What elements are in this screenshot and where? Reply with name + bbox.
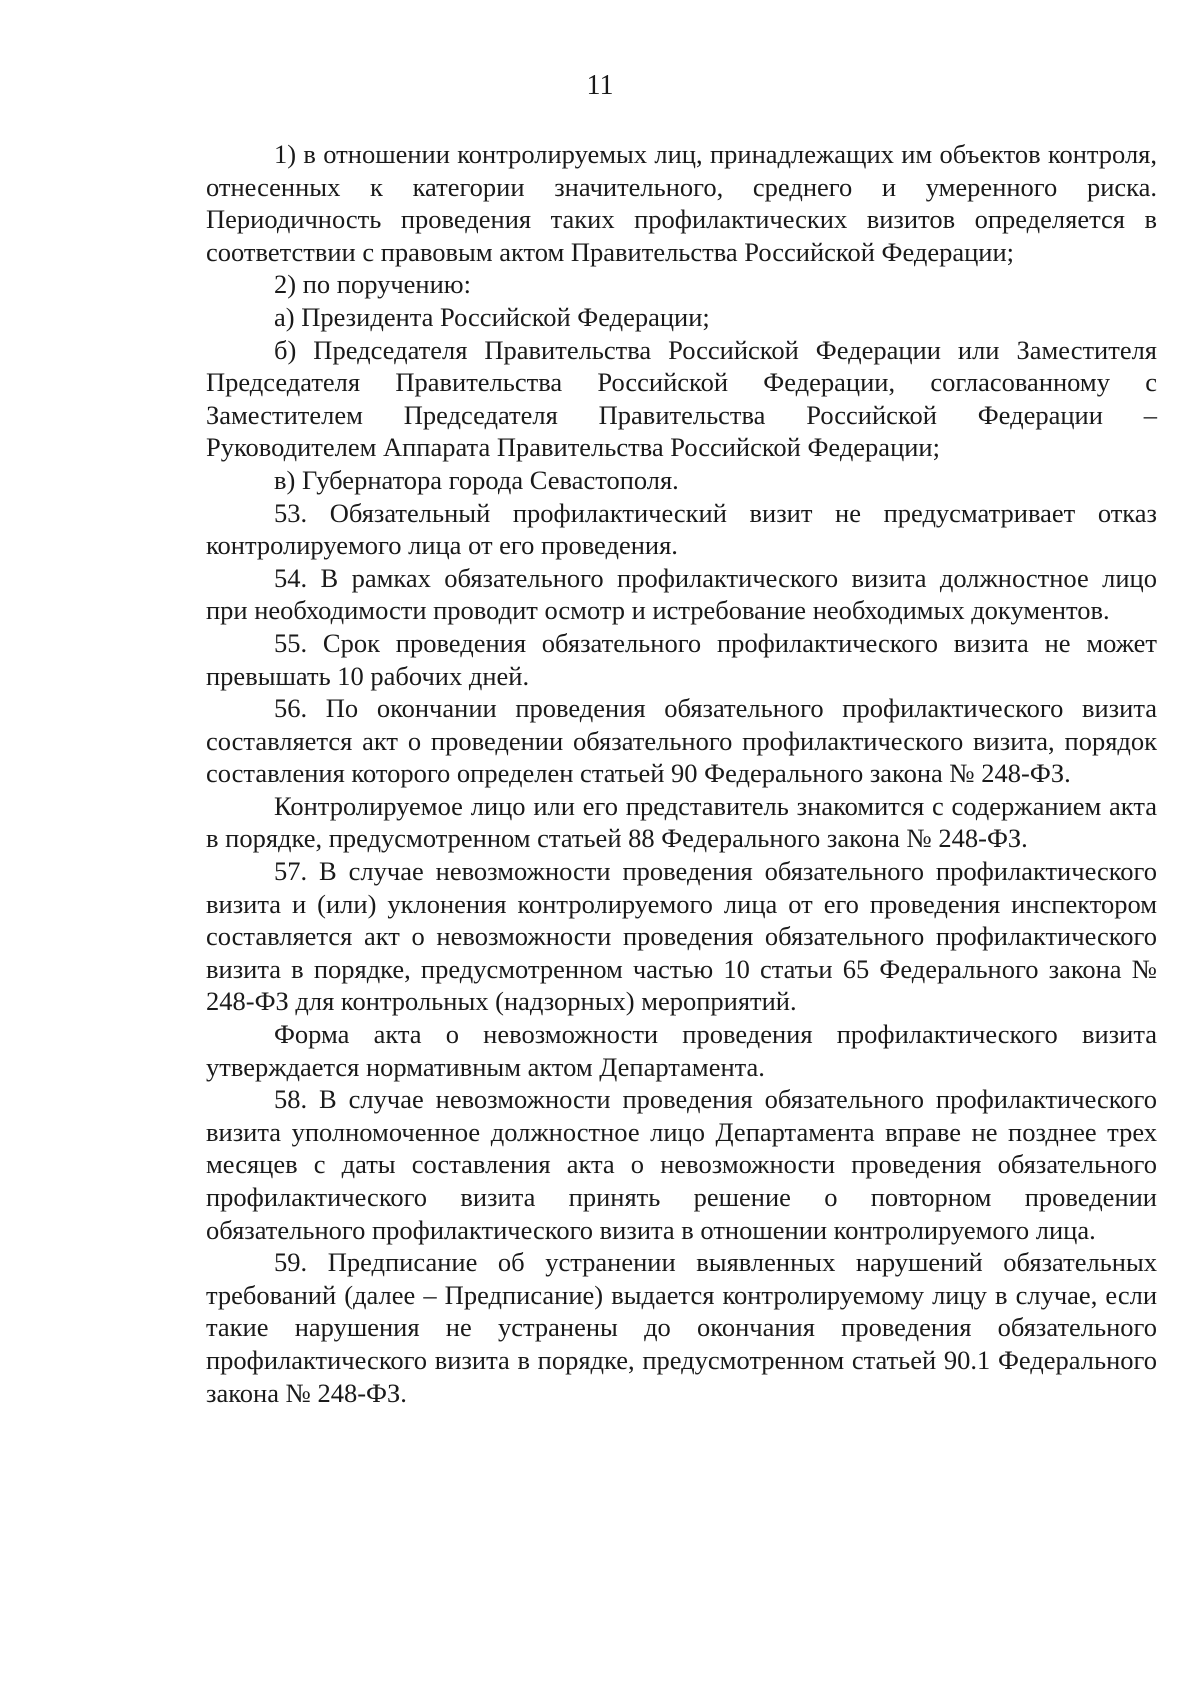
paragraph-57: 57. В случае невозможности проведения обязательного профилактического визита и (или) уклонения контролируемого лица от его проведения инспектором составляется акт о невозможности проведения обязательного профилактического визита в порядке, предусмотренном частью 10 статьи 65 Федерального закона № 248-ФЗ для контрольных (надзорных) мероприятий. [206,856,1157,1017]
paragraph-55: 55. Срок проведения обязательного профилактического визита не может превышать 10 рабочих дней. [206,627,1157,691]
paragraph-57-continued: Форма акта о невозможности проведения профилактического визита утверждается нормативным актом Департамента. [206,1019,1157,1082]
paragraph-item-1: 1) в отношении контролируемых лиц, принадлежащих им объектов контроля, отнесенных к категории значительного, среднего и умеренного риска. Периодичность проведения таких профилактических визитов определяется в соответствии с правовым актом Правительства Российской Федерации; [206,139,1157,267]
paragraph-54: 54. В рамках обязательного профилактического визита должностное лицо при необходимости проводит осмотр и истребование необходимых документов. [206,562,1157,626]
paragraph-53: 53. Обязательный профилактический визит не предусматривает отказ контролируемого лица от его проведения. [206,497,1157,561]
paragraph-subitem-b: б) Председателя Правительства Российской Федерации или Заместителя Председателя Правительства Российской Федерации, согласованному с Заместителем Председателя Правительства Российской Федерации – Руководителем Аппарата Правительства Российской Федерации; [206,334,1157,463]
paragraph-56-continued: Контролируемое лицо или его представитель знакомится с содержанием акта в порядке, предусмотренном статьей 88 Федерального закона № 248-ФЗ. [206,790,1157,854]
document-body [206,138,1157,1409]
paragraph-56: 56. По окончании проведения обязательного профилактического визита составляется акт о проведении обязательного профилактического визита, порядок составления которого определен статьей 90 Федерального закона № 248-ФЗ. [206,693,1157,789]
paragraph-subitem-v: в) Губернатора города Севастополя. [274,464,679,495]
paragraph-58: 58. В случае невозможности проведения обязательного профилактического визита уполномоченное должностное лицо Департамента вправе не позднее трех месяцев с даты составления акта о невозможности проведения обязательного профилактического визита принять решение о повторном проведении обязательного профилактического визита в отношении контролируемого лица. [206,1084,1157,1245]
paragraph-item-2: 2) по поручению: [274,269,471,300]
paragraph-59: 59. Предписание об устранении выявленных нарушений обязательных требований (далее – Предписание) выдается контролируемому лицу в случае, если такие нарушения не устранены до окончания проведения обязательного профилактического визита в порядке, предусмотренном статьей 90.1 Федерального закона № 248-ФЗ. [206,1247,1157,1408]
paragraph-subitem-a: а) Президента Российской Федерации; [274,301,710,332]
page-number: 11 [586,70,614,101]
